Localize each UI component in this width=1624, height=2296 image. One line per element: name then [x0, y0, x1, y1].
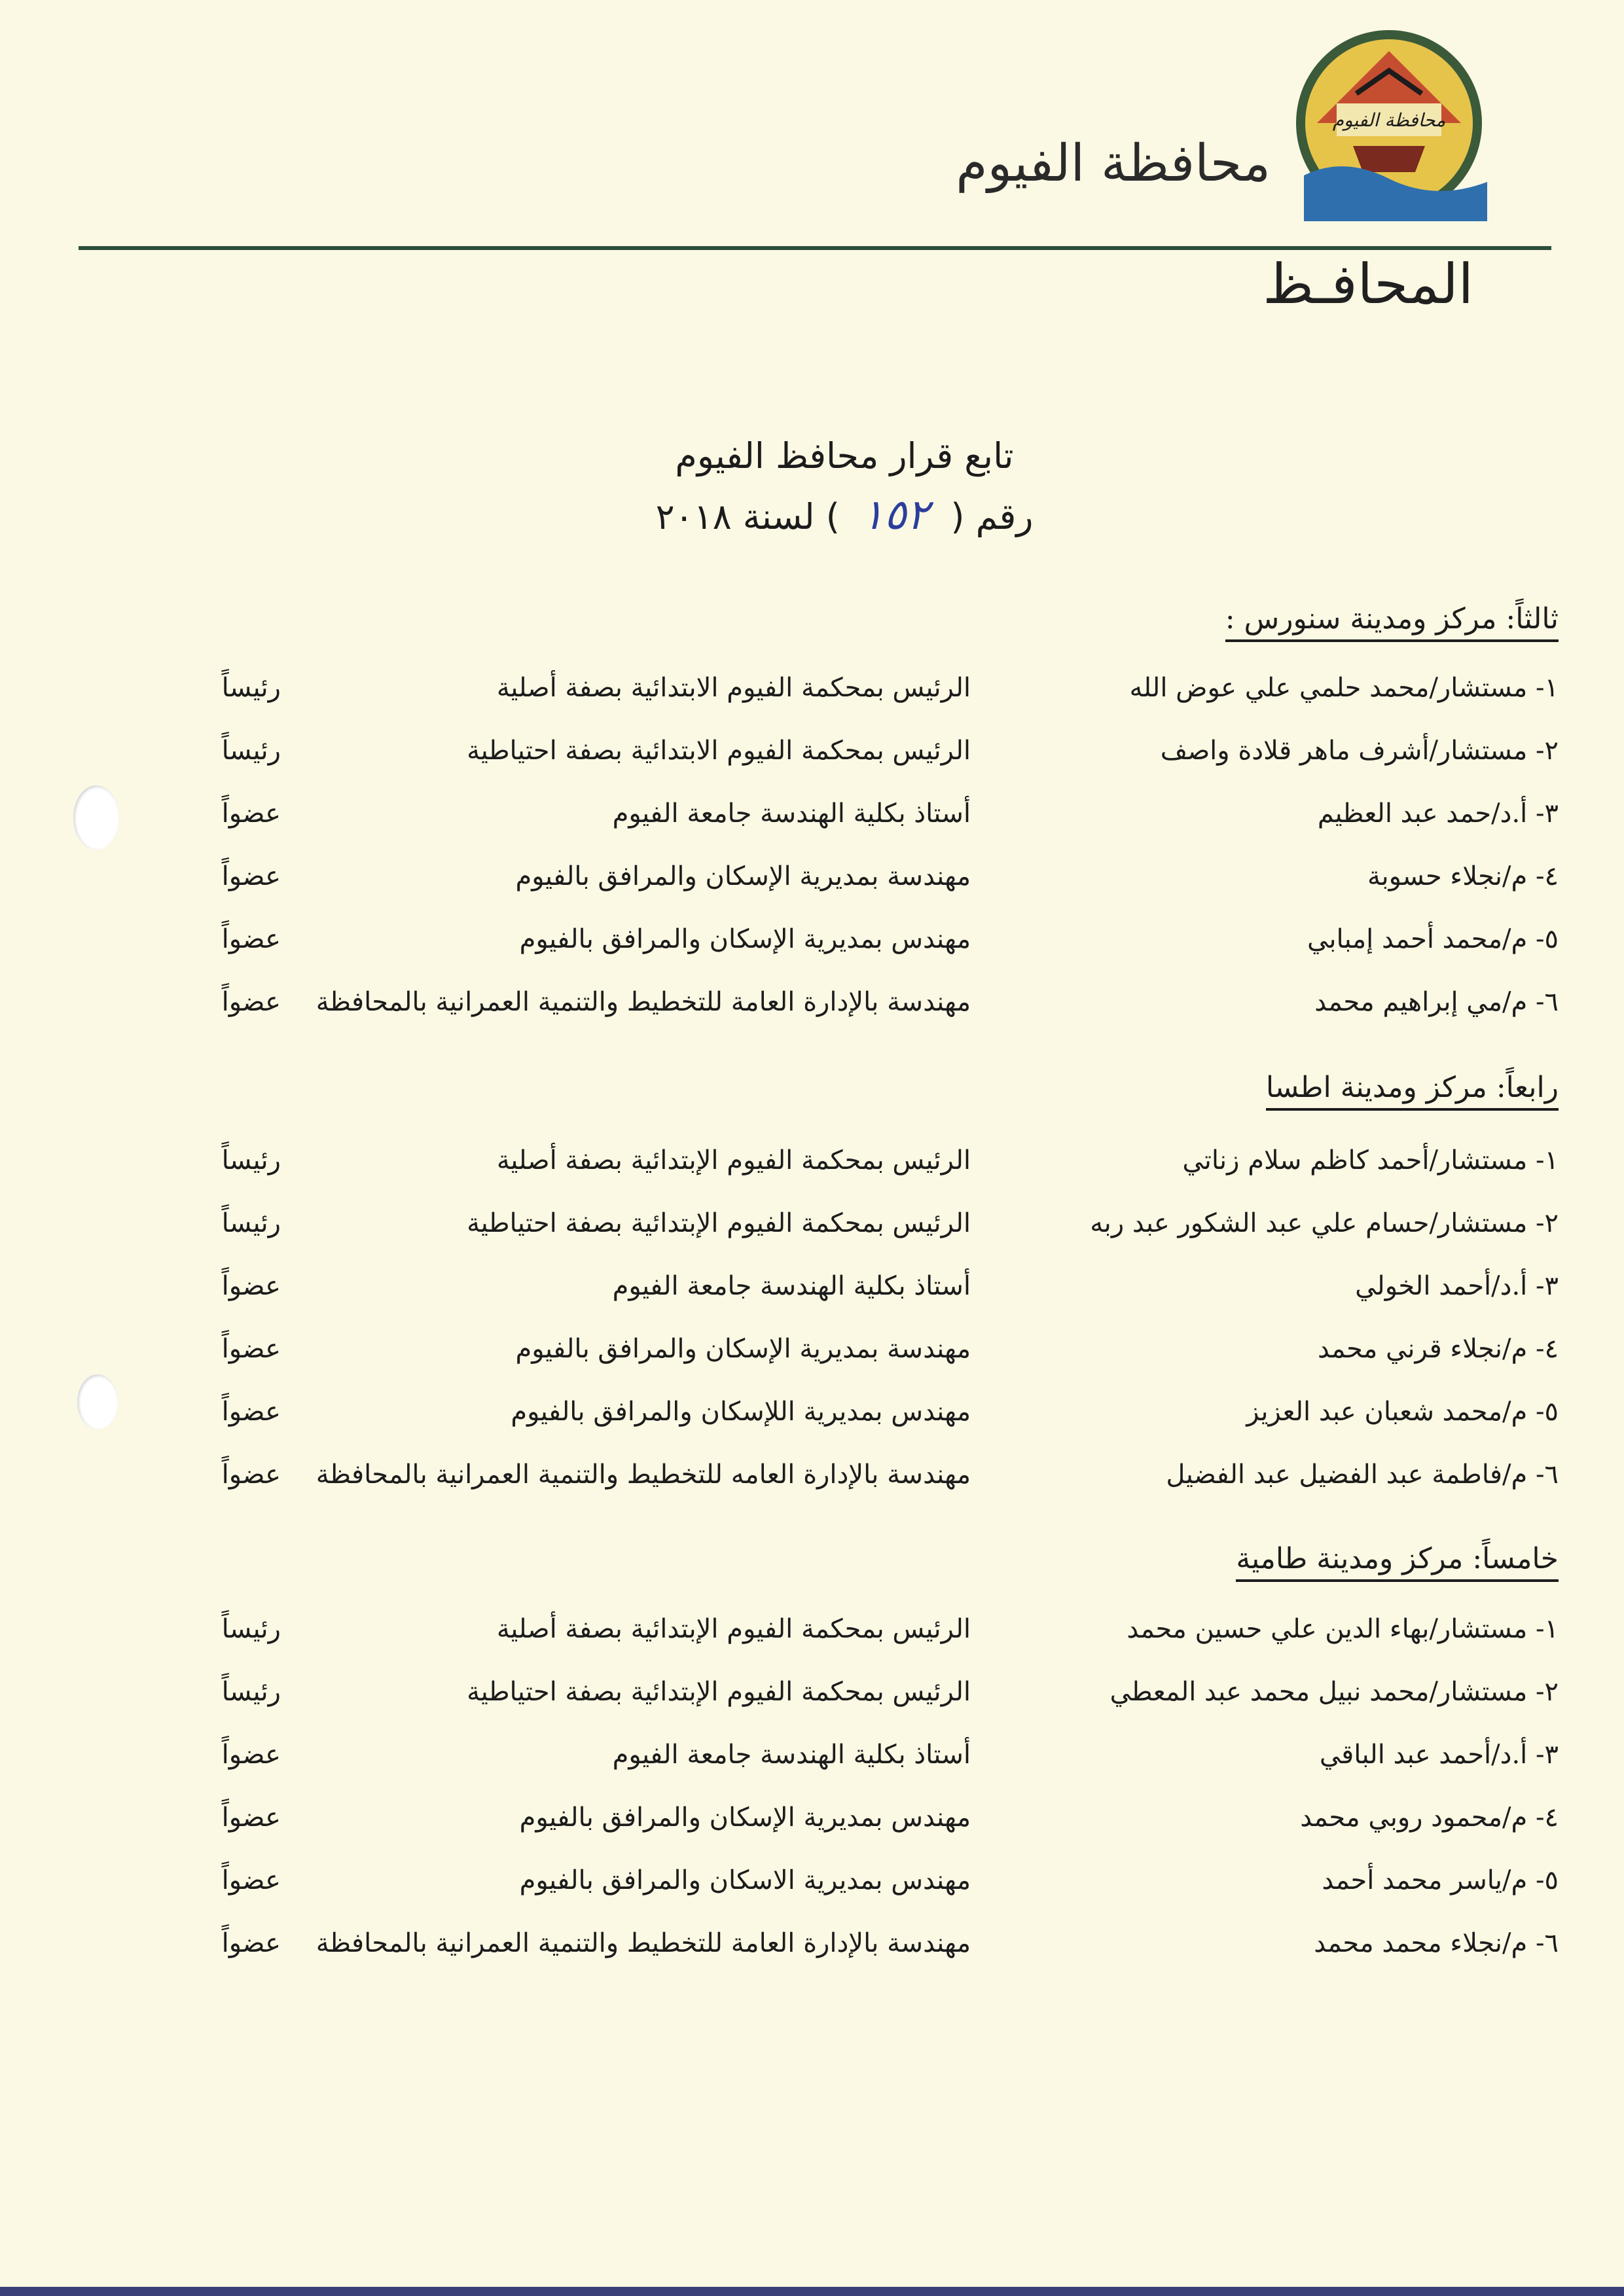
- member-name: ٣- أ.د/أحمد عبد الباقي: [1319, 1740, 1559, 1770]
- governor-title: المحافـظ: [1263, 252, 1473, 316]
- decision-number-handwritten: ١٥٢: [861, 491, 929, 539]
- member-role: عضواً: [221, 987, 281, 1017]
- member-name: ٤- م/نجلاء حسوبة: [1367, 861, 1559, 891]
- member-job: مهندسة بالإدارة العامة للتخطيط والتنمية العمرانية بالمحافظة: [316, 987, 971, 1017]
- punch-hole: [73, 785, 119, 850]
- member-name: ٢- مستشار/محمد نبيل محمد عبد المعطي: [1110, 1677, 1559, 1707]
- member-role: رئيساً: [221, 1614, 281, 1644]
- member-name: ٤- م/محمود روبي محمد: [1300, 1803, 1559, 1833]
- member-role: رئيساً: [221, 673, 281, 703]
- member-name: ٤- م/نجلاء قرني محمد: [1317, 1334, 1559, 1364]
- member-job: مهندسة بمديرية الإسكان والمرافق بالفيوم: [515, 861, 971, 891]
- member-job: مهندسة بالإدارة العامه للتخطيط والتنمية العمرانية بالمحافظة: [316, 1460, 971, 1490]
- member-role: رئيساً: [221, 1677, 281, 1707]
- member-job: مهندس بمديرية الاسكان والمرافق بالفيوم: [519, 1865, 971, 1895]
- governorate-name: محافظة الفيوم: [956, 134, 1271, 193]
- member-job: الرئيس بمحكمة الفيوم الابتدائية بصفة أصلية: [496, 673, 971, 703]
- member-job: مهندسة بمديرية الإسكان والمرافق بالفيوم: [515, 1334, 971, 1364]
- member-name: ١- مستشار/محمد حلمي علي عوض الله: [1129, 673, 1559, 703]
- member-job: مهندس بمديرية اللإسكان والمرافق بالفيوم: [511, 1397, 971, 1427]
- member-job: أستاذ بكلية الهندسة جامعة الفيوم: [612, 1740, 971, 1770]
- member-job: الرئيس بمحكمة الفيوم الإبتدائية بصفة أصلية: [496, 1145, 971, 1175]
- section-title-itsa: رابعاً: مركز ومدينة اطسا: [1266, 1071, 1559, 1111]
- header-divider: [79, 246, 1551, 250]
- member-name: ٦- م/نجلاء محمد محمد: [1314, 1928, 1559, 1958]
- member-role: عضواً: [221, 1460, 281, 1490]
- member-job: أستاذ بكلية الهندسة جامعة الفيوم: [612, 798, 971, 829]
- member-role: عضواً: [221, 1803, 281, 1833]
- member-name: ٣- أ.د/حمد عبد العظيم: [1317, 798, 1559, 829]
- decision-number: [641, 491, 1047, 539]
- member-role: رئيساً: [221, 1145, 281, 1175]
- member-name: ١- مستشار/بهاء الدين علي حسين محمد: [1127, 1614, 1559, 1644]
- member-job: الرئيس بمحكمة الفيوم الإبتدائية بصفة احتياطية: [467, 1677, 971, 1707]
- member-job: مهندس بمديرية الإسكان والمرافق بالفيوم: [519, 1803, 971, 1833]
- member-name: ٥- م/محمد شعبان عبد العزيز: [1246, 1397, 1559, 1427]
- member-job: مهندسة بالإدارة العامة للتخطيط والتنمية العمرانية بالمحافظة: [316, 1928, 971, 1958]
- member-name: ٦- م/فاطمة عبد الفضيل عبد الفضيل: [1166, 1460, 1559, 1490]
- member-job: الرئيس بمحكمة الفيوم الإبتدائية بصفة احتياطية: [467, 1208, 971, 1238]
- member-role: رئيساً: [221, 736, 281, 766]
- member-role: رئيساً: [221, 1208, 281, 1238]
- member-job: أستاذ بكلية الهندسة جامعة الفيوم: [612, 1271, 971, 1301]
- member-role: عضواً: [221, 1865, 281, 1895]
- member-name: ٥- م/محمد أحمد إمبابي: [1307, 924, 1559, 954]
- member-name: ٥- م/ياسر محمد أحمد: [1322, 1865, 1559, 1895]
- member-job: مهندس بمديرية الإسكان والمرافق بالفيوم: [519, 924, 971, 954]
- section-title-tamiya: خامساً: مركز ومدينة طامية: [1236, 1542, 1559, 1582]
- member-job: الرئيس بمحكمة الفيوم الابتدائية بصفة احتياطية: [467, 736, 971, 766]
- decision-number-suffix: ) لسنة ٢٠١٨: [655, 496, 840, 537]
- decision-title: تابع قرار محافظ الفيوم: [675, 435, 1014, 476]
- svg-text:محافظة الفيوم: محافظة الفيوم: [1332, 109, 1446, 131]
- section-title-sinnuris: ثالثاً: مركز ومدينة سنورس :: [1225, 602, 1559, 642]
- member-role: عضواً: [221, 924, 281, 954]
- member-role: عضواً: [221, 798, 281, 829]
- punch-hole: [77, 1374, 118, 1429]
- member-job: الرئيس بمحكمة الفيوم الإبتدائية بصفة أصلية: [496, 1614, 971, 1644]
- member-role: عضواً: [221, 861, 281, 891]
- member-name: ٦- م/مي إبراهيم محمد: [1314, 987, 1559, 1017]
- governorate-emblem-logo: [1291, 25, 1495, 228]
- member-role: عضواً: [221, 1928, 281, 1958]
- member-role: عضواً: [221, 1271, 281, 1301]
- member-name: ١- مستشار/أحمد كاظم سلام زناتي: [1182, 1145, 1559, 1175]
- member-name: ٢- مستشار/أشرف ماهر قلادة واصف: [1160, 736, 1559, 766]
- member-name: ٢- مستشار/حسام علي عبد الشكور عبد ربه: [1090, 1208, 1559, 1238]
- member-name: ٣- أ.د/أحمد الخولي: [1355, 1271, 1559, 1301]
- scan-edge: [0, 2287, 1624, 2296]
- member-role: عضواً: [221, 1334, 281, 1364]
- decision-number-prefix: رقم (: [950, 496, 1034, 537]
- member-role: عضواً: [221, 1740, 281, 1770]
- member-role: عضواً: [221, 1397, 281, 1427]
